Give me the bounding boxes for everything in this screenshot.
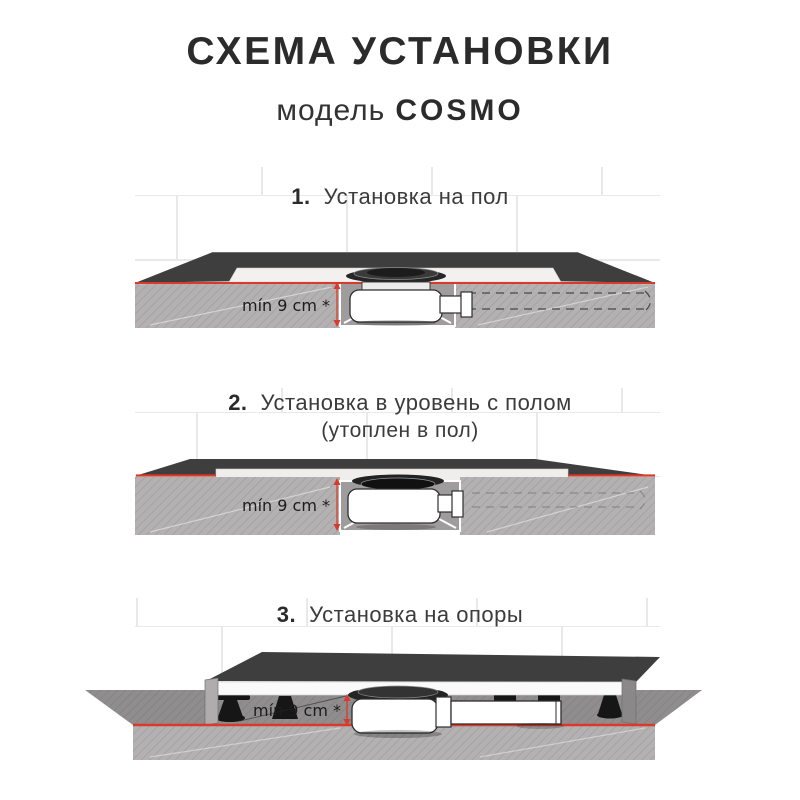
section-1-label: Установка на пол: [323, 184, 509, 209]
model-line: [0, 94, 800, 128]
diagram-flush-with-floor: [0, 435, 800, 565]
section-2-title: [0, 389, 800, 445]
section-2-sublabel: (утоплен в пол): [321, 419, 479, 442]
dimension-label-1: mín 9 cm *: [242, 296, 330, 315]
section-3-number: 3.: [276, 602, 297, 627]
section-2-label: Установка в уровень с полом: [260, 390, 572, 415]
model-name-label: COSMO: [395, 94, 524, 127]
section-3-label: Установка на опоры: [309, 602, 524, 627]
section-1-number: 1.: [291, 184, 311, 209]
section-1-title: [0, 183, 800, 211]
dimension-label-3: mín 9 cm *: [253, 701, 341, 720]
model-prefix-label: модель: [276, 94, 386, 127]
dimension-label-2: mín 9 cm *: [242, 496, 330, 515]
section-2-number: 2.: [228, 390, 248, 415]
page-title: СХЕМА УСТАНОВКИ: [186, 30, 614, 73]
section-3-title: [0, 601, 800, 629]
